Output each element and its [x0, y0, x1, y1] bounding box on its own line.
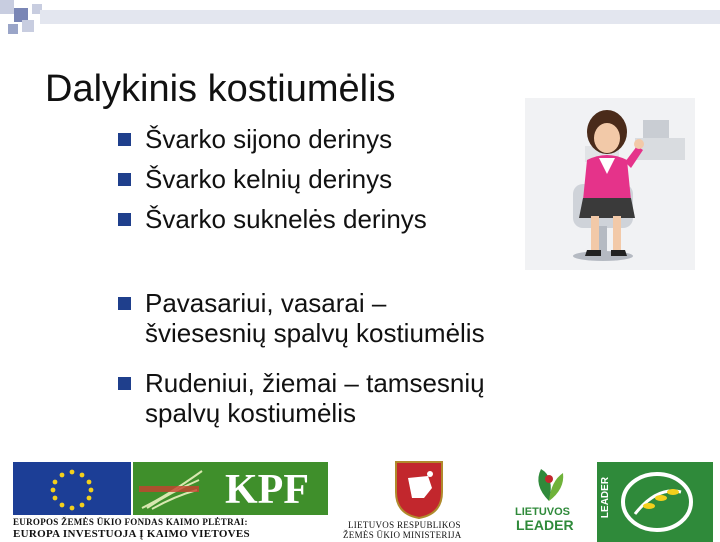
list-item-line: spalvų kostiumėlis [145, 398, 356, 428]
corner-decoration [0, 0, 720, 40]
ministry-line2: ŽEMĖS ŪKIO MINISTERIJA [343, 530, 462, 540]
corner-squares-graphic [0, 0, 720, 40]
list-item-line: Rudeniui, žiemai – tamsesnių [145, 368, 485, 398]
leader-emblem-icon [617, 468, 697, 534]
eu-flag-icon [13, 462, 131, 515]
list-item-line: Pavasariui, vasarai – [145, 288, 387, 318]
list-item-line: šviesesnių spalvų kostiumėlis [145, 318, 485, 348]
eu-caption-line1: EUROPOS ŽEMĖS ŪKIO FONDAS KAIMO PLĖTRAI: [13, 517, 248, 527]
list-item [118, 124, 392, 154]
ministry-line1: LIETUVOS RESPUBLIKOS [348, 520, 461, 530]
leader-eu-logo [597, 462, 713, 542]
leader-vertical-text: LEADER [600, 476, 612, 519]
leader-logo-line1: LIETUVOS [515, 506, 571, 518]
list-item [118, 204, 427, 234]
list-item [118, 368, 485, 428]
kpf-logo-text: KPF [225, 467, 309, 513]
wheat-icon [137, 466, 207, 511]
list-item-text: Švarko suknelės derinys [145, 204, 427, 234]
list-item [118, 288, 485, 348]
businesswoman-graphic [525, 98, 695, 270]
eu-caption-line2: EUROPA INVESTUOJA Į KAIMO VIETOVES [13, 528, 250, 540]
bullet-square-icon [118, 173, 131, 186]
bullet-square-icon [118, 213, 131, 226]
bullet-square-icon [118, 297, 131, 310]
list-item-text: Švarko kelnių derinys [145, 164, 393, 194]
list-item-text [145, 288, 485, 348]
sponsor-logos [0, 455, 720, 540]
leaf-icon [527, 463, 571, 503]
kpf-logo [133, 462, 328, 515]
bullet-square-icon [118, 377, 131, 390]
coat-of-arms-icon [388, 458, 450, 520]
list-item-text [145, 368, 485, 428]
bullet-square-icon [118, 133, 131, 146]
leader-logo-line2: LEADER [516, 517, 574, 533]
businesswoman-illustration [525, 98, 695, 270]
list-item [118, 164, 392, 194]
list-item-text: Švarko sijono derinys [145, 124, 393, 154]
slide-title: Dalykinis kostiumėlis [45, 68, 396, 110]
